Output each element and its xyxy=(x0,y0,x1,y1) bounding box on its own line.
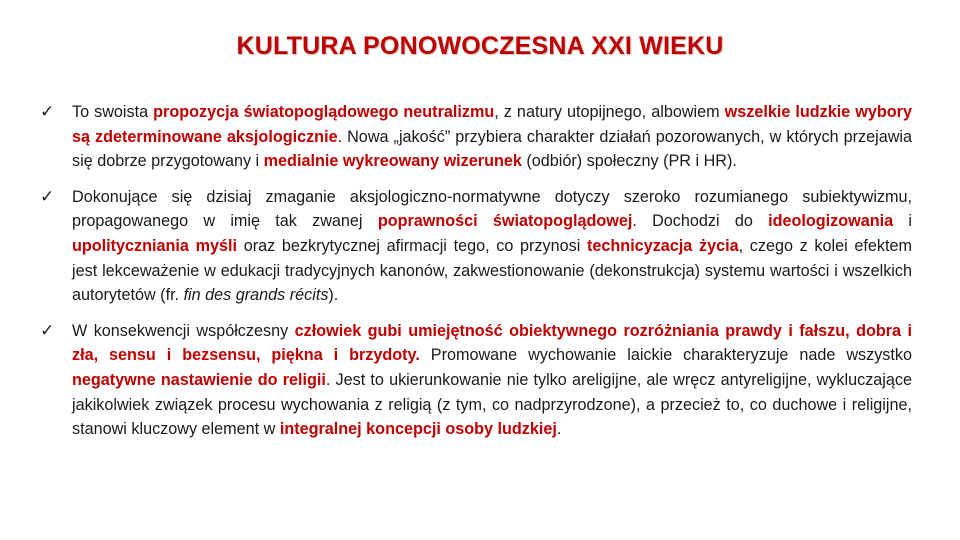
bullet-item-1 xyxy=(40,100,912,174)
text-segment: Dokonujące się dzisiaj zmaganie aksjologiczno-normatywne dotyczy szeroko rozumianego subiektywizmu, propagowanego w imię tak zwanej xyxy=(72,187,912,231)
bullet-text xyxy=(72,322,912,438)
text-segment: ). xyxy=(328,286,339,305)
text-segment: oraz bezkrytycznej afirmacji tego, co przynosi xyxy=(237,236,588,255)
highlight-segment: medialnie wykreowany wizerunek xyxy=(263,152,522,171)
text-segment: To swoista xyxy=(72,103,154,121)
text-segment: , czego z kolei efektem jest lekceważenie w edukacji tradycyjnych kanonów, zakwestionowanie (dekonstrukcja) systemu wartości i wszelkich autorytetów (fr. xyxy=(72,236,912,305)
highlight-segment: ideologizowania xyxy=(768,212,894,231)
highlight-segment: człowiek gubi umiejętność obiektywnego rozróżniania prawdy i fałszu, dobra i zła, sensu i bezsensu, piękna i brzydoty. xyxy=(72,321,912,365)
highlight-segment: integralnej koncepcji osoby ludzkiej xyxy=(279,420,557,439)
bullet-list xyxy=(40,100,912,453)
text-segment: W konsekwencji współczesny xyxy=(72,321,295,340)
highlight-segment: negatywne nastawienie do religii xyxy=(72,370,326,389)
text-segment: i xyxy=(893,212,913,231)
highlight-segment: poprawności światopoglądowej xyxy=(377,212,633,231)
text-segment: , z natury utopijnego, albowiem xyxy=(494,103,725,121)
highlight-segment: propozycja światopoglądowego neutralizmu xyxy=(153,103,495,121)
checkmark-icon: ✓ xyxy=(40,102,55,121)
text-segment: . Nowa „jakość” przybiera charakter działań pozorowanych, w których przejawia się dobrze przygotowany i xyxy=(72,127,912,171)
highlight-segment: technicyzacja życia xyxy=(587,236,739,255)
checkmark-icon: ✓ xyxy=(40,320,55,340)
bullet-item-2 xyxy=(40,185,912,308)
text-segment: . Dochodzi do xyxy=(632,212,769,231)
bullet-text xyxy=(72,188,912,304)
slide-title: KULTURA PONOWOCZESNA XXI WIEKU xyxy=(236,32,724,60)
text-segment: . Jest to ukierunkowanie nie tylko areligijne, ale wręcz antyreligijne, wykluczające jakikolwiek związek procesu wychowania z religią (z tym, co nadprzyrodzone), a przecież to, co duchowe i religijne, stanowi kluczowy element w xyxy=(72,370,913,439)
highlight-segment: wszelkie ludzkie wybory są zdeterminowane aksjologicznie xyxy=(72,103,912,146)
bullet-text xyxy=(72,103,912,170)
text-segment: (odbiór) społeczny (PR i HR). xyxy=(521,152,737,171)
checkmark-icon: ✓ xyxy=(40,186,55,206)
text-segment: Promowane wychowanie laickie charakteryzuje nade wszystko xyxy=(419,346,912,365)
text-segment: . xyxy=(556,420,562,439)
highlight-segment: upolityczniania myśli xyxy=(72,236,238,255)
italic-segment: fin des grands récits xyxy=(183,286,329,305)
bullet-item-3 xyxy=(40,319,912,442)
